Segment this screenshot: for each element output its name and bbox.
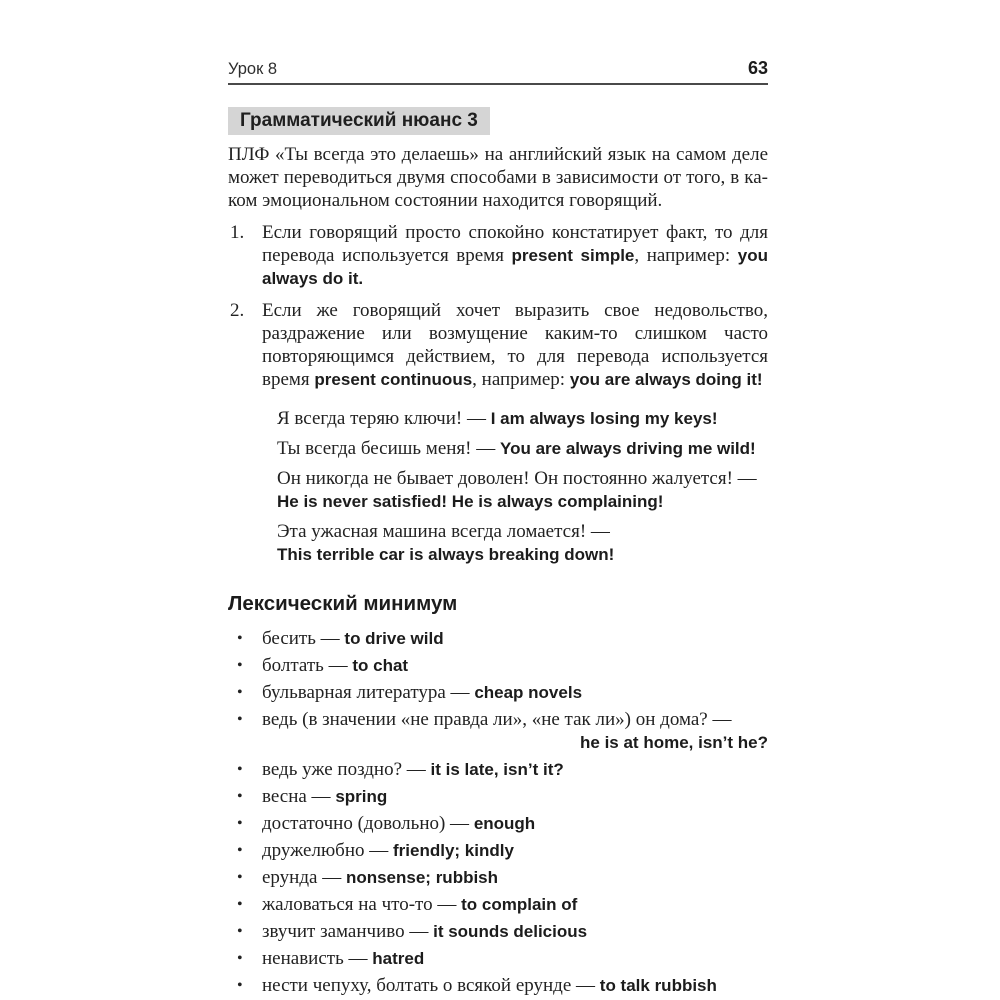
list-item <box>228 627 768 650</box>
bullet-icon: • <box>237 630 243 647</box>
page-header <box>228 58 768 85</box>
term-russian: весна — <box>262 786 336 807</box>
term-russian: нести чепуху, болтать о всякой ерунде — <box>262 975 600 996</box>
bullet-icon: • <box>237 761 243 778</box>
term-english: it is late, isn’t it? <box>430 760 564 779</box>
text-segment: , например: <box>634 245 738 266</box>
example-item <box>277 467 768 513</box>
term-english: he is at home, isn’t he? <box>580 733 768 752</box>
list-item-text <box>262 974 768 997</box>
list-item <box>228 974 768 997</box>
term-russian: звучит заманчиво — <box>262 921 434 942</box>
example-russian: Я всегда теряю ключи! — <box>277 408 491 429</box>
example-item <box>277 407 768 430</box>
bullet-icon: • <box>237 896 243 913</box>
list-item <box>228 893 768 916</box>
numbered-item <box>228 299 768 391</box>
example-russian: Ты всегда бесишь меня! — <box>277 438 500 459</box>
list-item <box>228 758 768 781</box>
term-russian: жаловаться на что-то — <box>262 894 462 915</box>
term-english: enough <box>473 814 536 833</box>
term-russian: достаточно (довольно) — <box>262 813 474 834</box>
text-segment: Если же говорящий хочет выразить свое недовольство, раздражение или возмущение каким-то слишком часто повторяющимся действием, то для перевода используется время <box>262 300 768 390</box>
term-english: friendly; kindly <box>393 841 514 860</box>
list-item-text <box>262 654 768 677</box>
term-russian: ненависть — <box>262 948 373 969</box>
list-item <box>228 812 768 835</box>
term-english: to complain of <box>461 895 578 914</box>
term-english-line <box>262 731 768 754</box>
term-english: hatred <box>372 949 425 968</box>
term-russian: ерунда — <box>262 867 346 888</box>
example-english: He is never satisfied! He is always complaining! <box>277 492 664 511</box>
bullet-icon: • <box>237 788 243 805</box>
example-item <box>277 437 768 460</box>
list-item <box>228 947 768 970</box>
text-segment: you always do it. <box>262 246 768 288</box>
list-item-text <box>262 758 768 781</box>
list-item <box>228 920 768 943</box>
bullet-icon: • <box>237 657 243 674</box>
term-russian: ведь уже поздно? — <box>262 759 431 780</box>
term-russian: дружелюбно — <box>262 840 393 861</box>
example-english: This terrible car is always breaking down! <box>277 545 615 564</box>
list-item-text <box>262 839 768 862</box>
bullet-icon: • <box>237 923 243 940</box>
bullet-icon: • <box>237 815 243 832</box>
list-item-text <box>262 920 768 943</box>
example-english: I am always losing my keys! <box>490 409 718 428</box>
intro-paragraph: ПЛФ «Ты всегда это делаешь» на английский язык на самом деле может переводиться двумя способами в зависимости от того, в каком эмоциональном состоянии находится говорящий. <box>228 144 768 211</box>
term-russian: бесить — <box>262 628 345 649</box>
numbered-item <box>228 221 768 290</box>
item-number: 2. <box>230 300 245 321</box>
text-segment: you are always doing it! <box>569 370 763 389</box>
bullet-icon: • <box>237 869 243 886</box>
list-item-text <box>262 627 768 650</box>
list-item-text <box>262 681 768 704</box>
lexicon-heading: Лексический минимум <box>228 592 458 615</box>
list-item <box>228 681 768 704</box>
examples-block <box>277 407 768 566</box>
list-item <box>228 866 768 889</box>
text-segment: present simple <box>511 246 635 265</box>
term-russian: бульварная литература — <box>262 682 475 703</box>
item-number: 1. <box>230 222 245 243</box>
list-item <box>228 654 768 677</box>
example-russian: Эта ужасная машина всегда ломается! — <box>277 521 610 542</box>
term-english: to chat <box>352 656 409 675</box>
item-text <box>262 222 768 289</box>
text-segment: present continuous <box>314 370 473 389</box>
bullet-icon: • <box>237 950 243 967</box>
lexicon-list <box>228 627 768 997</box>
item-text <box>262 300 768 390</box>
text-segment: , например: <box>472 369 570 390</box>
list-item-text <box>262 785 768 808</box>
term-english: to drive wild <box>344 629 444 648</box>
list-item-text <box>262 893 768 916</box>
list-item <box>228 839 768 862</box>
bullet-icon: • <box>237 842 243 859</box>
term-english: cheap novels <box>474 683 583 702</box>
list-item-text <box>262 812 768 835</box>
section-heading-label: Грамматический нюанс 3 <box>240 110 478 131</box>
bullet-icon: • <box>237 977 243 994</box>
term-english: to talk rubbish <box>599 976 717 995</box>
list-item-text <box>262 708 768 754</box>
term-english: it sounds delicious <box>433 922 588 941</box>
example-russian: Он никогда не бывает доволен! Он постоянно жалуется! — <box>277 468 757 489</box>
example-item <box>277 520 768 566</box>
section-heading-grammar-nuance <box>228 107 490 135</box>
numbered-list <box>228 221 768 391</box>
list-item-text <box>262 947 768 970</box>
term-english: nonsense; rubbish <box>345 868 499 887</box>
list-item <box>228 785 768 808</box>
bullet-icon: • <box>237 684 243 701</box>
list-item <box>228 708 768 754</box>
term-russian: болтать — <box>262 655 353 676</box>
term-english: spring <box>335 787 388 806</box>
lesson-label: Урок 8 <box>228 60 278 78</box>
page-number: 63 <box>747 58 768 78</box>
text-segment: Если говорящий просто спокойно констатирует факт, то для перевода используется время <box>262 222 768 266</box>
bullet-icon: • <box>237 711 243 728</box>
term-russian: ведь (в значении «не правда ли», «не так ли») он дома? — <box>262 709 732 730</box>
list-item-text <box>262 866 768 889</box>
book-page-content <box>228 0 768 997</box>
example-english: You are always driving me wild! <box>500 439 756 458</box>
